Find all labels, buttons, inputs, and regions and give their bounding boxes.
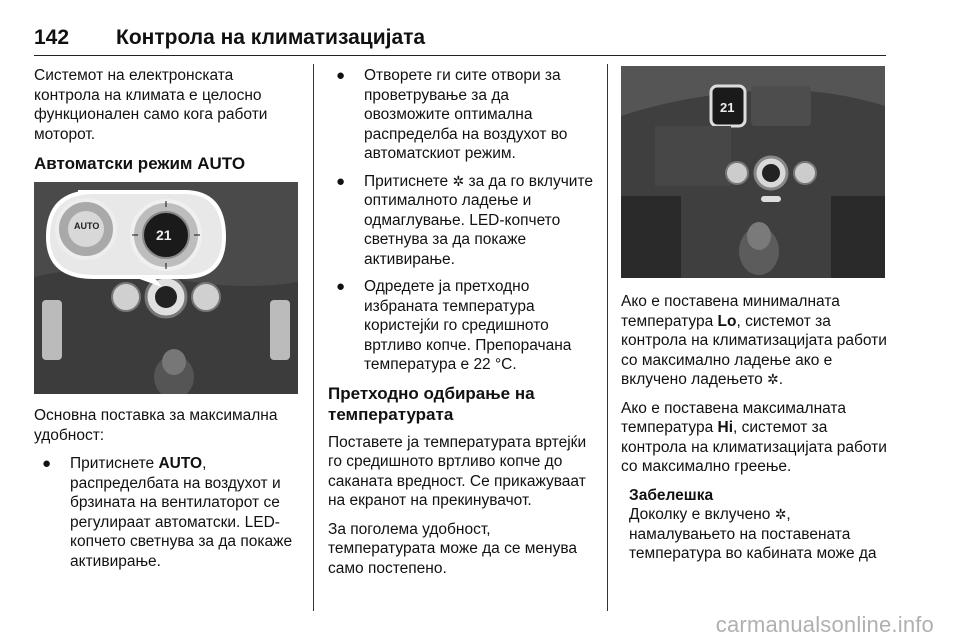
bullet-list: [328, 66, 596, 375]
bullet-dot: ●: [42, 455, 52, 472]
list-item: [328, 277, 596, 375]
chapter-title: Контрола на климатизацијата: [116, 26, 426, 49]
bullet-list: [34, 454, 302, 571]
column-divider: [607, 64, 608, 611]
center-console-photo: [621, 66, 885, 278]
text: Доколку е вклучено: [629, 506, 775, 523]
section-heading-auto: Автоматски режим AUTO: [34, 154, 246, 173]
display-temperature: 21: [156, 227, 172, 243]
snowflake-icon: ✲: [452, 172, 465, 189]
photo-caption: Основна поставка за максимална удобност:: [34, 407, 278, 444]
display-temperature: 21: [720, 100, 735, 115]
column-2: [328, 66, 596, 587]
hi-label: Hi: [717, 419, 734, 436]
center-console-illustration: [621, 66, 885, 278]
lo-label: Lo: [717, 312, 737, 330]
dial-label-auto: AUTO: [74, 221, 100, 231]
text: , намалувањето на поставената температура во кабината може да: [629, 506, 877, 562]
paragraph: За поголема удобност, температурата може да се менува само постепено.: [328, 520, 578, 577]
bullet-prefix: Притиснете: [70, 455, 159, 472]
intro-paragraph: Системот на електронската контрола на климата е целосно функционален само кога работи моторот.: [34, 67, 268, 143]
climate-control-photo: [34, 182, 298, 394]
section-heading-preselect: Претходно одбирање на температурата: [328, 383, 535, 424]
paragraph: Поставете ја температурата вртејќи го средишното вртливо копче до саканата вредност. Се прикажуваат на екранот на прекинувачот.: [328, 433, 587, 509]
auto-button-label: AUTO: [158, 455, 203, 472]
bullet-text: Одредете ја претходно избраната температура користејќи го средишното вртливо копче. Препорачана температура е 22 °C.: [364, 278, 572, 373]
text: Ако е поставена минималната температура: [621, 293, 840, 330]
note-text: [629, 505, 889, 564]
bullet-dot: ●: [336, 278, 346, 295]
column-3: [621, 66, 889, 564]
bullet-text: за да го вклучите оптималното ладење и одмаглување. LED-копчето светнува за да покаже активирање.: [364, 172, 594, 268]
column-divider: [313, 64, 314, 611]
page-number: 142: [34, 26, 70, 49]
text: , системот за контрола на климатизацијата работи со максимално ладење ако е вклучено ладењето: [621, 312, 887, 388]
list-item: [328, 172, 596, 270]
watermark: carmanualsonline.info: [715, 612, 934, 637]
snowflake-icon: ✲: [774, 506, 787, 522]
column-1: [34, 66, 302, 579]
text: .: [778, 371, 784, 388]
snowflake-icon: ✲: [767, 371, 779, 387]
text: Ако е поставена максималната температура: [621, 399, 846, 436]
climate-control-illustration: [34, 182, 298, 394]
bullet-dot: ●: [336, 67, 346, 84]
bullet-prefix: Притиснете: [364, 172, 453, 190]
list-item: [34, 454, 302, 571]
note-box: [621, 486, 889, 564]
paragraph-lo: [621, 292, 889, 390]
page-header: [34, 26, 886, 56]
text: , системот за контрола на климатизацијата работи со максимално греење.: [621, 419, 887, 475]
bullet-text: , распределбата на воздухот и брзината на вентилаторот се регулираат автоматски. LED-копчето светнува за да покаже активирање.: [70, 455, 293, 570]
note-title: Забелешка: [629, 486, 714, 504]
bullet-text: Отворете ги сите отвори за проветрување за да овозможите оптимална распределба на воздухот во автоматскиот режим.: [364, 67, 568, 162]
bullet-dot: ●: [336, 172, 346, 190]
paragraph-hi: [621, 399, 889, 477]
list-item: [328, 66, 596, 164]
